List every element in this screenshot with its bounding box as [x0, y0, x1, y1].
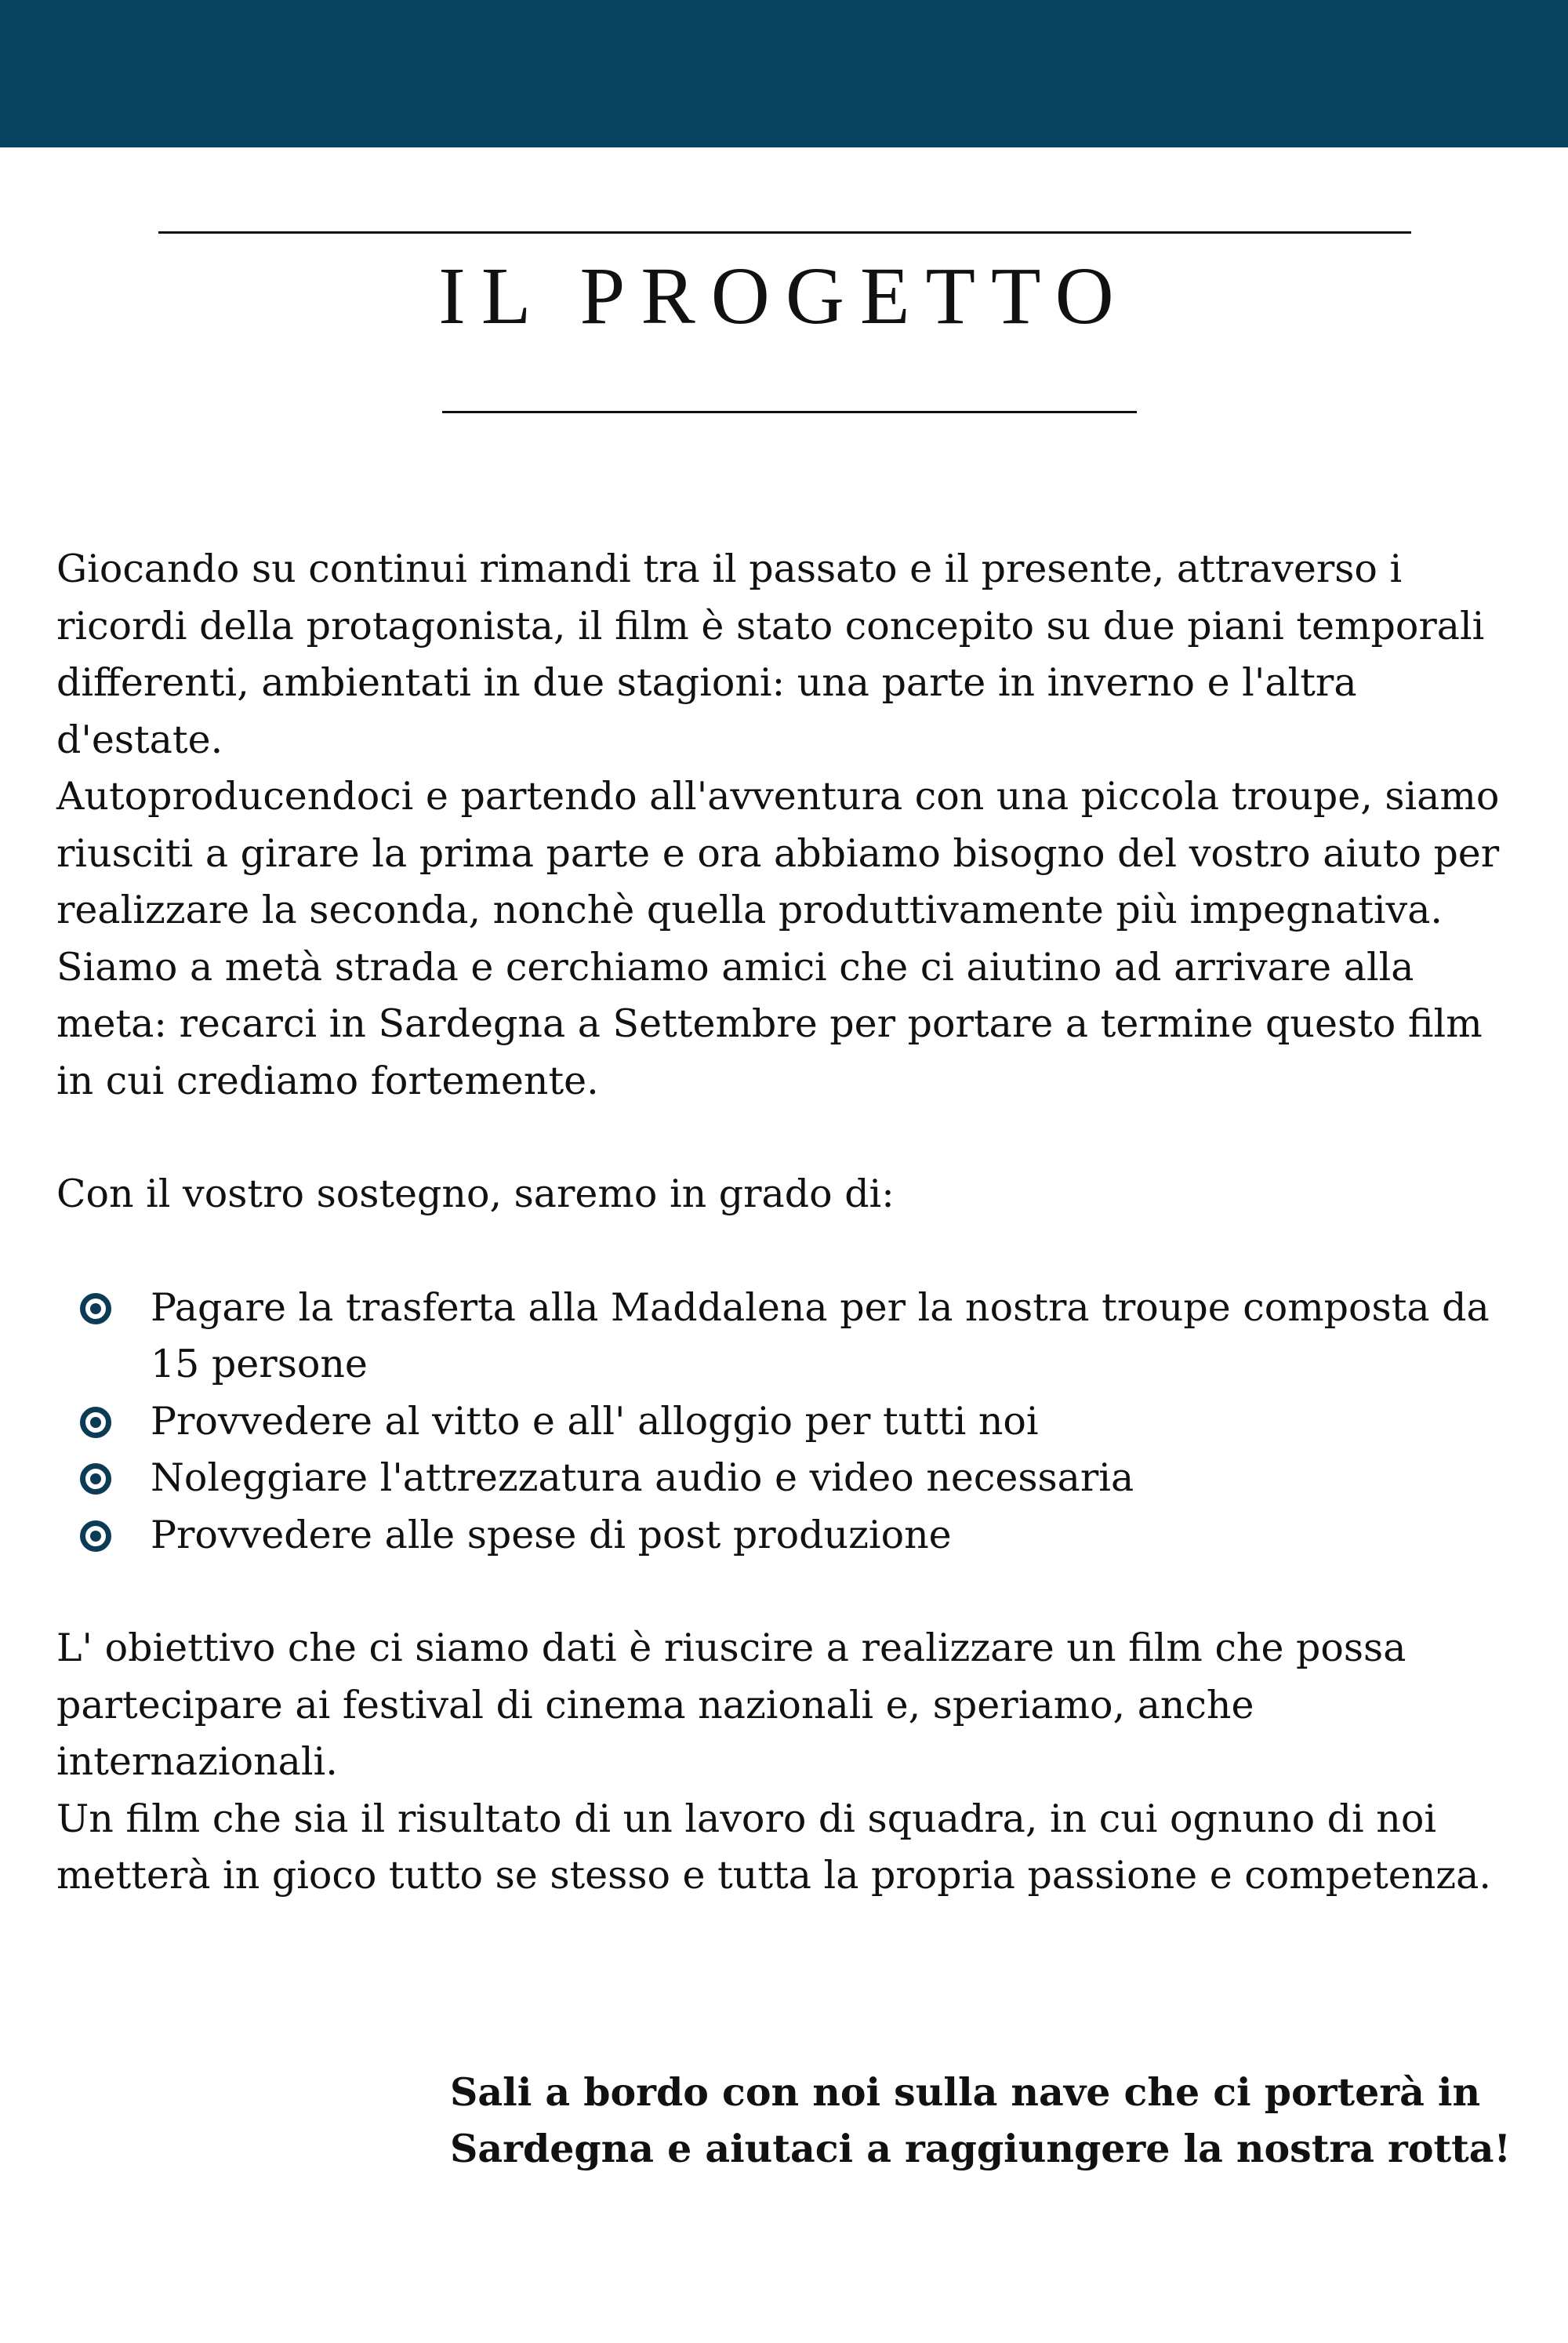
list-item	[56, 1507, 1523, 1564]
spacer	[56, 1564, 1523, 1620]
project-description	[56, 541, 1523, 1905]
page-title: IL PROGETTO	[438, 251, 1130, 341]
list-intro: Con il vostro sostegno, saremo in grado di:	[56, 1172, 895, 1216]
spacer	[56, 1110, 1523, 1166]
list-item-text: Noleggiare l'attrezzatura audio e video necessaria	[151, 1455, 1134, 1500]
paragraph: Siamo a metà strada e cerchiamo amici che ci aiutino ad arrivare alla meta: recarci in Sardegna a Settembre per portare a termine questo film in cui crediamo fortemente.	[56, 944, 1483, 1103]
spacer	[56, 1223, 1523, 1280]
title-rule-bottom	[442, 411, 1137, 413]
list-item-text: Provvedere alle spese di post produzione	[151, 1512, 952, 1557]
paragraph: L' obiettivo che ci siamo dati è riuscire a realizzare un film che possa partecipare ai festival di cinema nazionali e, speriamo, anche internazionali.	[56, 1626, 1406, 1784]
list-item-text: Pagare la trasferta alla Maddalena per la nostra troupe composta da 15 persone	[151, 1284, 1490, 1386]
bullet-circle-icon	[80, 1463, 111, 1495]
list-item	[56, 1280, 1523, 1393]
paragraph: Autoproducendoci e partendo all'avventura con una piccola troupe, siamo riusciti a girare la prima parte e ora abbiamo bisogno del vostro aiuto per realizzare la seconda, nonchè quella produttivamente più impegnativa.	[56, 774, 1500, 932]
bullet-circle-icon	[80, 1293, 111, 1324]
list-item	[56, 1393, 1523, 1451]
bullet-circle-icon	[80, 1520, 111, 1552]
list-item	[56, 1450, 1523, 1507]
closing-call-to-action: Sali a bordo con noi sulla nave che ci porterà in Sardegna e aiutaci a raggiungere la nostra rotta!	[450, 2069, 1512, 2171]
list-item-text: Provvedere al vitto e all' alloggio per tutti noi	[151, 1398, 1039, 1444]
header-band	[0, 0, 1568, 147]
support-list	[56, 1280, 1523, 1564]
title-rule-top	[158, 231, 1411, 234]
bullet-circle-icon	[80, 1407, 111, 1438]
paragraph: Un film che sia il risultato di un lavoro di squadra, in cui ognuno di noi metterà in gioco tutto se stesso e tutta la propria passione e competenza.	[56, 1796, 1491, 1898]
paragraph: Giocando su continui rimandi tra il passato e il presente, attraverso i ricordi della protagonista, il film è stato concepito su due piani temporali differenti, ambientati in due stagioni: una parte in inverno e l'altra d'estate.	[56, 547, 1485, 762]
